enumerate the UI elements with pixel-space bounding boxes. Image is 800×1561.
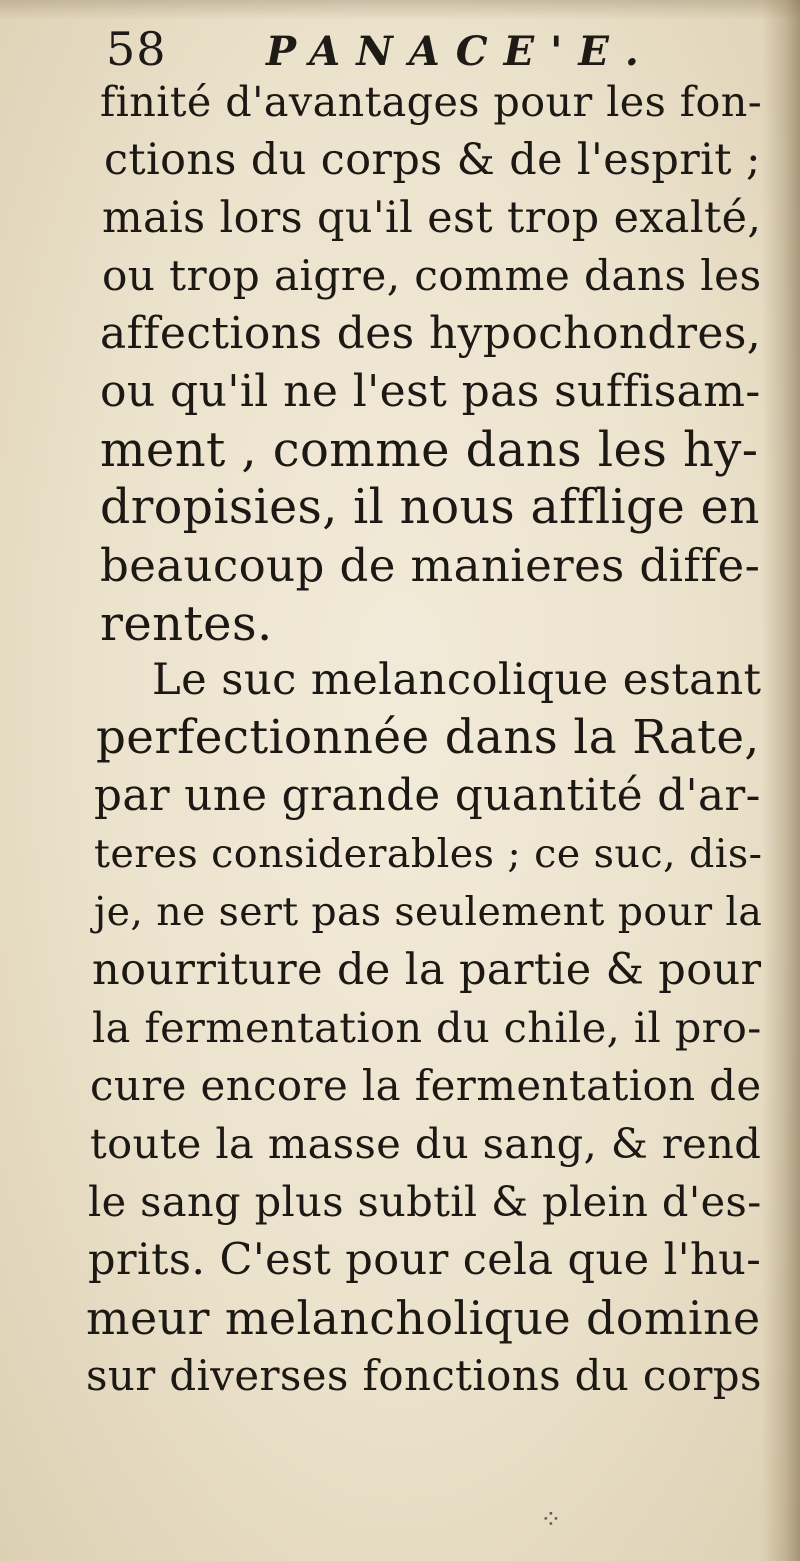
text-line: meur melancholique domine bbox=[86, 1291, 761, 1345]
text-line: toute la masse du sang, & rend bbox=[90, 1119, 762, 1168]
text-line: nourriture de la partie & pour bbox=[92, 945, 762, 995]
text-line: ou qu'il ne l'est pas suffisam- bbox=[100, 366, 761, 417]
text-line: teres considerables ; ce suc, dis- bbox=[94, 831, 763, 877]
text-line: affections des hypochondres, bbox=[100, 308, 762, 359]
text-line: mais lors qu'il est trop exalté, bbox=[102, 193, 762, 243]
text-line: finité d'avantages pour les fon- bbox=[100, 78, 763, 126]
text-line: prits. C'est pour cela que l'hu- bbox=[88, 1235, 762, 1285]
paragraph-start-line: Le suc melancolique estant bbox=[152, 655, 762, 705]
text-line: je, ne sert pas seulement pour la bbox=[94, 889, 763, 935]
text-line: rentes. bbox=[100, 596, 273, 652]
text-line: la fermentation du chile, il pro- bbox=[92, 1003, 762, 1052]
ink-speck-mark: ⁘ bbox=[540, 1505, 562, 1535]
page-number: 58 bbox=[106, 22, 167, 76]
text-line: dropisies, il nous afflige en bbox=[100, 480, 760, 535]
text-line: le sang plus subtil & plein d'es- bbox=[88, 1178, 762, 1226]
text-line: ment , comme dans les hy- bbox=[100, 422, 759, 478]
text-line: perfectionnée dans la Rate, bbox=[96, 711, 760, 765]
text-line: sur diverses fonctions du corps bbox=[86, 1351, 762, 1400]
text-line: ou trop aigre, comme dans les bbox=[102, 251, 762, 300]
running-title: PANACE'E. bbox=[266, 28, 655, 75]
text-line: cure encore la fermentation de bbox=[90, 1061, 762, 1110]
text-line: ctions du corps & de l'esprit ; bbox=[104, 135, 761, 185]
text-line: beaucoup de manieres diffe- bbox=[100, 539, 761, 592]
text-line: par une grande quantité d'ar- bbox=[94, 771, 761, 821]
